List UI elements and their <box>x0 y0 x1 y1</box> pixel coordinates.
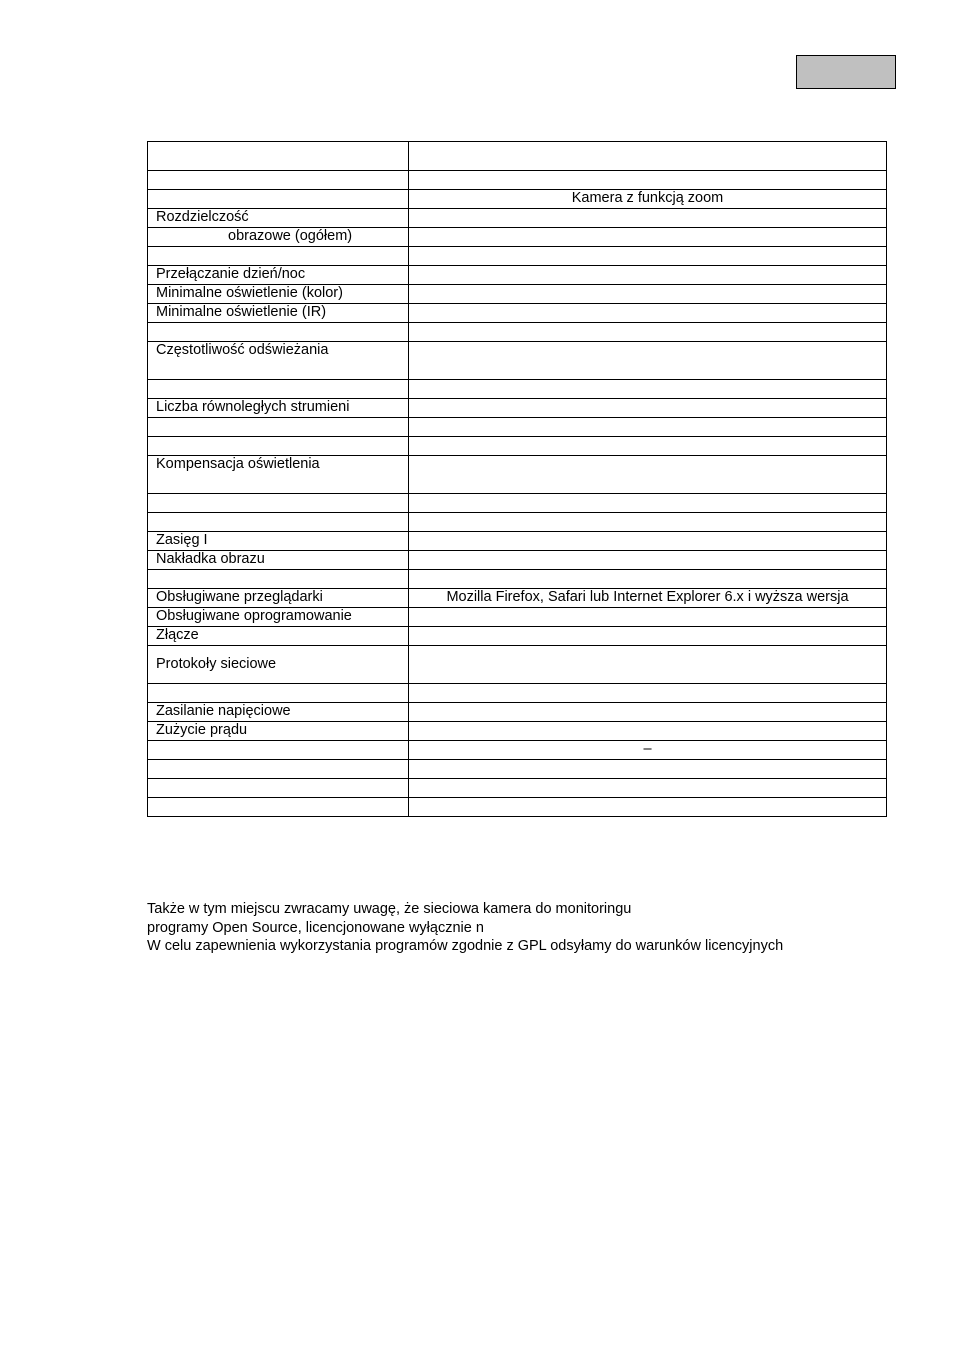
spec-label: Rozdzielczość <box>148 209 409 228</box>
spec-label <box>148 741 409 760</box>
spec-row <box>148 228 887 247</box>
spec-value <box>409 798 887 817</box>
notes-line-2: programy Open Source, licencjonowane wyłącznie n <box>147 919 484 936</box>
spec-value <box>409 209 887 228</box>
spec-value <box>409 608 887 627</box>
spec-value <box>409 760 887 779</box>
spec-value <box>409 323 887 342</box>
spec-row <box>148 513 887 532</box>
spec-row <box>148 399 887 418</box>
spec-label: Kompensacja oświetlenia <box>148 456 409 494</box>
spec-label <box>148 570 409 589</box>
spec-label <box>148 798 409 817</box>
spec-value <box>409 703 887 722</box>
spec-row <box>148 285 887 304</box>
page-corner-box <box>796 55 896 89</box>
spec-value <box>409 437 887 456</box>
spec-label <box>148 190 409 209</box>
spec-row <box>148 722 887 741</box>
spec-value: Kamera z funkcją zoom <box>409 190 887 209</box>
spec-row <box>148 323 887 342</box>
spec-value <box>409 532 887 551</box>
spec-label <box>148 494 409 513</box>
spec-row <box>148 703 887 722</box>
spec-value <box>409 266 887 285</box>
spec-label: Zużycie prądu <box>148 722 409 741</box>
spec-value <box>409 304 887 323</box>
spec-label: Złącze <box>148 627 409 646</box>
spec-value <box>409 779 887 798</box>
spec-value <box>409 551 887 570</box>
spec-label: obrazowe (ogółem) <box>148 228 409 247</box>
spec-label <box>148 418 409 437</box>
spec-row <box>148 142 887 171</box>
spec-row <box>148 342 887 380</box>
spec-row <box>148 190 887 209</box>
spec-value: Mozilla Firefox, Safari lub Internet Explorer 6.x i wyższa wersja <box>409 589 887 608</box>
spec-label: Obsługiwane oprogramowanie <box>148 608 409 627</box>
spec-value <box>409 646 887 684</box>
spec-row <box>148 532 887 551</box>
spec-row <box>148 798 887 817</box>
spec-row <box>148 437 887 456</box>
spec-value <box>409 456 887 494</box>
spec-row <box>148 304 887 323</box>
spec-value <box>409 627 887 646</box>
spec-label <box>148 437 409 456</box>
spec-label: Protokoły sieciowe <box>148 646 409 684</box>
spec-row <box>148 741 887 760</box>
spec-label <box>148 171 409 190</box>
spec-value <box>409 171 887 190</box>
spec-value <box>409 228 887 247</box>
spec-label <box>148 513 409 532</box>
notes-section <box>147 900 907 956</box>
spec-label: Minimalne oświetlenie (IR) <box>148 304 409 323</box>
notes-line-1: Także w tym miejscu zwracamy uwagę, że sieciowa kamera do monitoringu <box>147 901 632 917</box>
spec-value <box>409 722 887 741</box>
spec-label: Zasięg I <box>148 532 409 551</box>
spec-row <box>148 380 887 399</box>
spec-row <box>148 646 887 684</box>
spec-label <box>148 323 409 342</box>
spec-value <box>409 380 887 399</box>
spec-row <box>148 247 887 266</box>
spec-row <box>148 760 887 779</box>
spec-label <box>148 247 409 266</box>
spec-label: Nakładka obrazu <box>148 551 409 570</box>
spec-value <box>409 142 887 171</box>
spec-label <box>148 684 409 703</box>
spec-value <box>409 247 887 266</box>
spec-label <box>148 142 409 171</box>
spec-value <box>409 418 887 437</box>
spec-label: Liczba równoległych strumieni <box>148 399 409 418</box>
spec-row <box>148 456 887 494</box>
spec-table <box>147 141 887 817</box>
spec-row <box>148 608 887 627</box>
spec-row <box>148 171 887 190</box>
spec-row <box>148 266 887 285</box>
spec-row <box>148 209 887 228</box>
spec-row <box>148 779 887 798</box>
spec-label: Obsługiwane przeglądarki <box>148 589 409 608</box>
spec-label <box>148 779 409 798</box>
spec-label: Częstotliwość odświeżania <box>148 342 409 380</box>
notes-line-3: W celu zapewnienia wykorzystania programów zgodnie z GPL odsyłamy do warunków licencyjnych <box>147 938 784 954</box>
spec-value <box>409 513 887 532</box>
spec-value <box>409 570 887 589</box>
spec-label <box>148 760 409 779</box>
spec-label: Zasilanie napięciowe <box>148 703 409 722</box>
spec-row <box>148 627 887 646</box>
spec-value <box>409 399 887 418</box>
spec-row <box>148 570 887 589</box>
spec-label <box>148 380 409 399</box>
spec-row <box>148 551 887 570</box>
spec-row <box>148 418 887 437</box>
spec-value <box>409 684 887 703</box>
spec-table-body <box>148 142 887 817</box>
spec-label: Minimalne oświetlenie (kolor) <box>148 285 409 304</box>
spec-value <box>409 494 887 513</box>
spec-value <box>409 342 887 380</box>
spec-value: – <box>409 741 887 760</box>
spec-row <box>148 589 887 608</box>
spec-row <box>148 494 887 513</box>
spec-value <box>409 285 887 304</box>
spec-row <box>148 684 887 703</box>
spec-label: Przełączanie dzień/noc <box>148 266 409 285</box>
